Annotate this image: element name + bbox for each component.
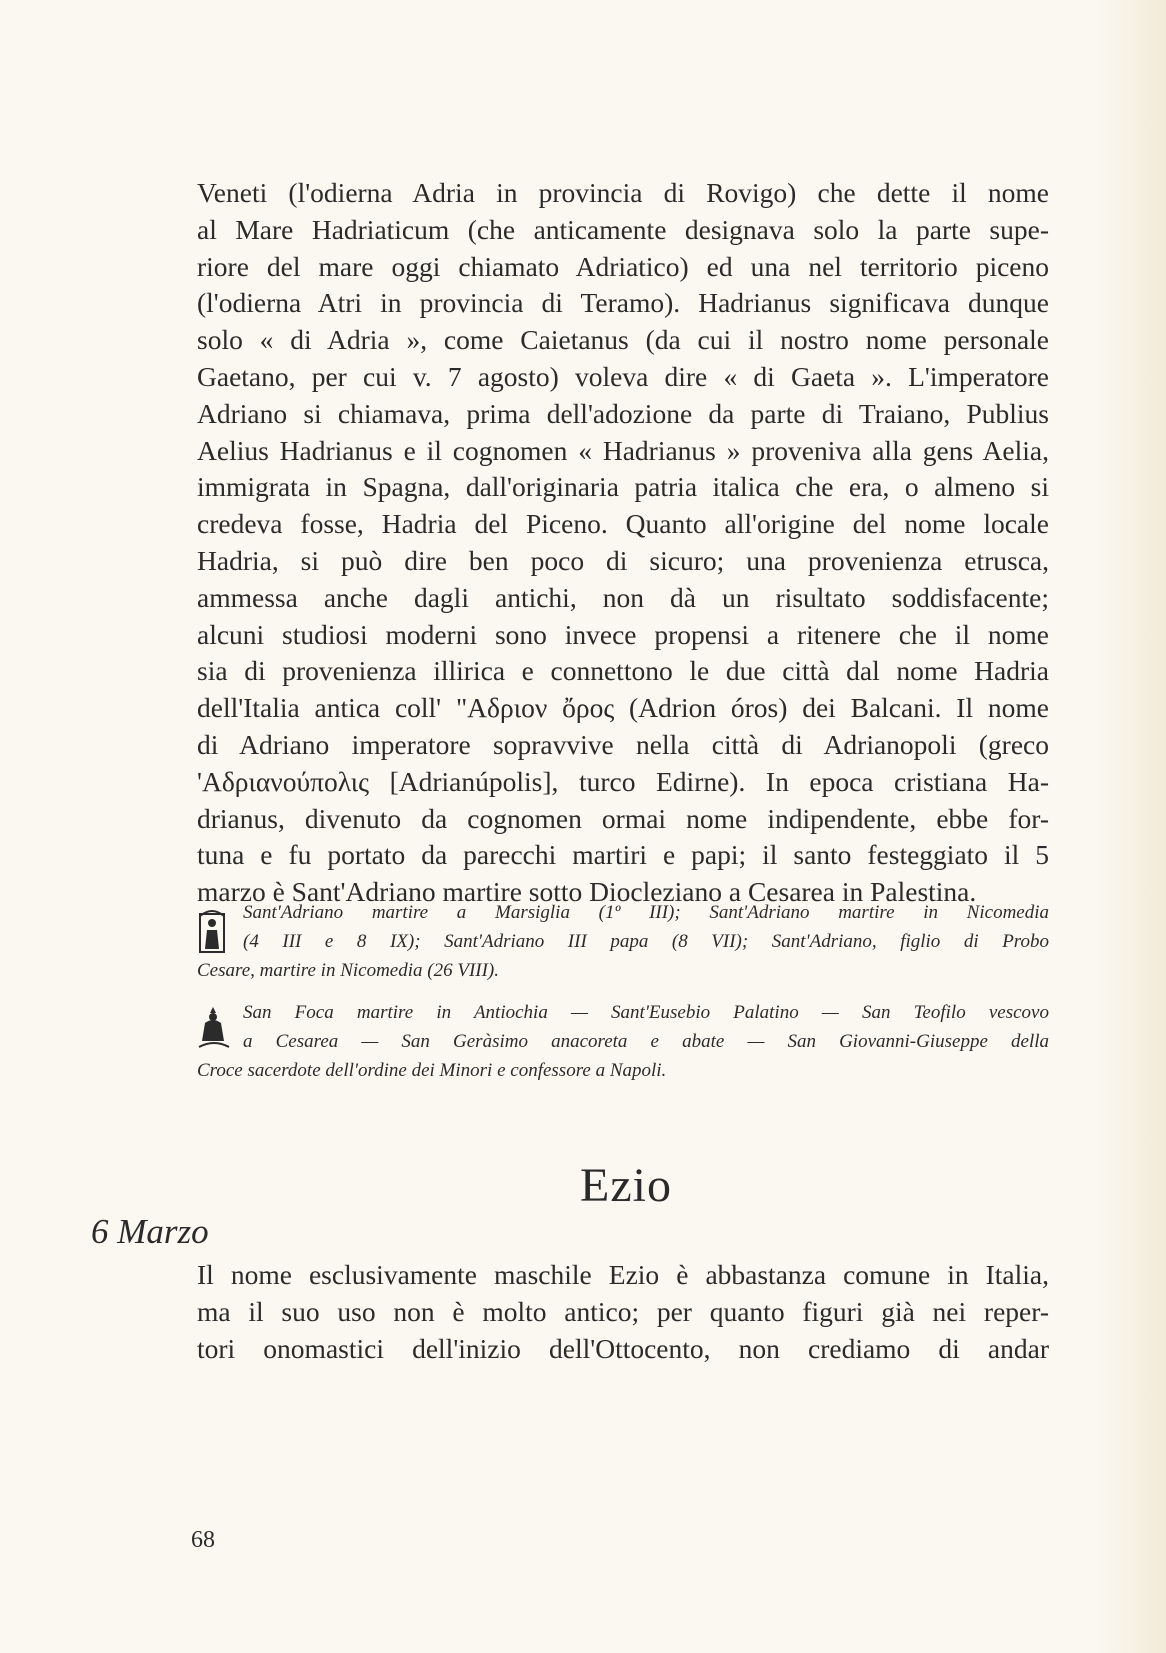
page-edge-shading: [1096, 0, 1166, 1653]
text-line: drianus, divenuto da cognomen ormai nome indipendente, ebbe for-: [197, 802, 1049, 834]
note-saints-of-day: [197, 998, 1049, 1085]
page-number: 68: [191, 1527, 215, 1553]
text-line: dell'Italia antica coll' "Αδριον ὄρος (Adrion óros) dei Balcani. Il nome: [197, 692, 1049, 724]
paragraph-adriano: [197, 175, 1049, 911]
text-line: ammessa anche dagli antichi, non dà un risultato soddisfacente;: [197, 581, 1049, 613]
text-line: sia di provenienza illirica e connettono le due città dal nome Hadria: [197, 655, 1049, 687]
paragraph-ezio: [197, 1257, 1049, 1367]
note-line: Croce sacerdote dell'ordine dei Minori e confessore a Napoli.: [197, 1060, 667, 1081]
note-line: San Foca martire in Antiochia — Sant'Eusebio Palatino — San Teofilo vescovo: [243, 1002, 1049, 1023]
text-line: Aelius Hadrianus e il cognomen « Hadrianus » proveniva alla gens Aelia,: [197, 434, 1049, 466]
text-line: Hadria, si può dire ben poco di sicuro; una provenienza etrusca,: [197, 544, 1049, 576]
note-line: Sant'Adriano martire a Marsiglia (1º III); Sant'Adriano martire in Nicomedia: [243, 902, 1049, 923]
text-line: ma il suo uso non è molto antico; per quanto figuri già nei reper-: [197, 1295, 1049, 1327]
section-title: Ezio: [580, 1159, 672, 1212]
note-line: a Cesarea — San Geràsimo anacoreta e abate — San Giovanni-Giuseppe della: [243, 1031, 1049, 1052]
text-line: tori onomastici dell'inizio dell'Ottocento, non crediamo di andar: [197, 1332, 1049, 1364]
text-line: alcuni studiosi moderni sono invece propensi a ritenere che il nome: [197, 618, 1049, 650]
text-line: riore del mare oggi chiamato Adriatico) ed una nel territorio piceno: [197, 250, 1049, 282]
note-patron-saints: [197, 898, 1049, 985]
text-line: Adriano si chiamava, prima dell'adozione da parte di Traiano, Publius: [197, 397, 1049, 429]
text-line: tuna e fu portato da parecchi martiri e papi; il santo festeggiato il 5: [197, 839, 1049, 871]
note-line: (4 III e 8 IX); Sant'Adriano III papa (8 VII); Sant'Adriano, figlio di Probo: [243, 931, 1049, 952]
text-line: solo « di Adria », come Caietanus (da cui il nostro nome personale: [197, 324, 1049, 356]
text-line: (l'odierna Atri in provincia di Teramo). Hadrianus significava dunque: [197, 287, 1049, 319]
text-line: immigrata in Spagna, dall'originaria patria italica che era, o almeno si: [197, 471, 1049, 503]
text-line: credeva fosse, Hadria del Piceno. Quanto all'origine del nome locale: [197, 508, 1049, 540]
text-line: 'Αδριανούπολις [Adrianúpolis], turco Edirne). In epoca cristiana Ha-: [197, 765, 1049, 797]
text-line: marzo è Sant'Adriano martire sotto Diocleziano a Cesarea in Palestina.: [197, 876, 977, 908]
text-line: di Adriano imperatore sopravvive nella città di Adrianopoli (greco: [197, 728, 1049, 760]
text-line: al Mare Hadriaticum (che anticamente designava solo la parte supe-: [197, 213, 1049, 245]
date-label: 6 Marzo: [91, 1212, 209, 1251]
note-line: Cesare, martire in Nicomedia (26 VIII).: [197, 960, 500, 981]
text-line: Gaetano, per cui v. 7 agosto) voleva dire « di Gaeta ». L'imperatore: [197, 360, 1049, 392]
text-line: Il nome esclusivamente maschile Ezio è abbastanza comune in Italia,: [197, 1259, 1049, 1290]
text-line: Veneti (l'odierna Adria in provincia di Rovigo) che dette il nome: [197, 177, 1049, 208]
